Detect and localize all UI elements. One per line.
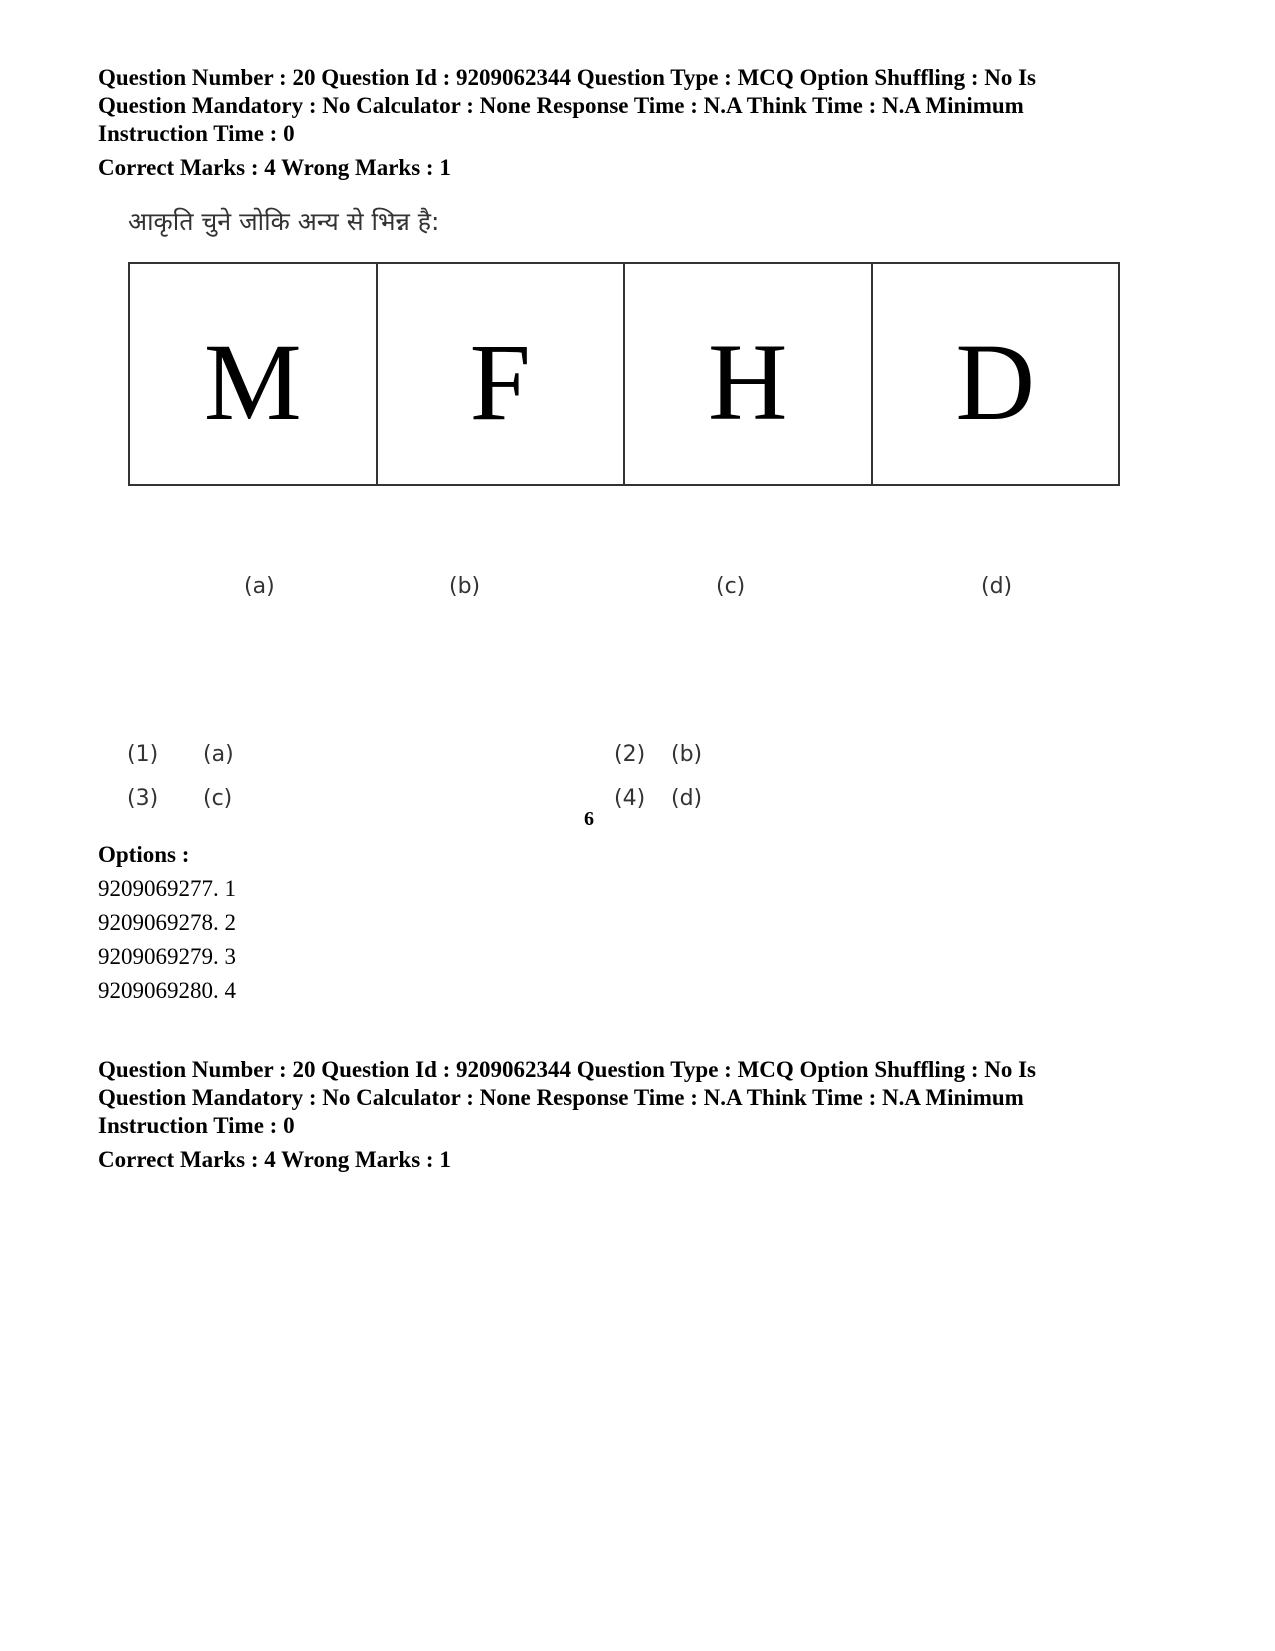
question-prompt: आकृति चुने जोकि अन्य से भिन्न है: [128,207,440,236]
figure-box-d [873,264,1119,484]
meta-line-2: Question Mandatory : No Calculator : None Response Time : N.A Think Time : N.A Minimum [98,1085,1024,1110]
answer-val-2: (b) [671,742,703,767]
figure-letter: H [708,321,788,443]
figure-box-a [130,264,378,484]
answer-val-3: (c) [203,786,233,811]
answer-num-2: (2) [614,742,646,767]
answer-val-4: (d) [671,786,703,811]
question-meta [98,64,1178,148]
figure-letter: D [955,321,1035,443]
figure-box-b [378,264,626,484]
figure-box-c [625,264,873,484]
marks-line: Correct Marks : 4 Wrong Marks : 1 [98,155,451,180]
option-1: 9209069277. 1 [98,876,236,901]
marks-line-2: Correct Marks : 4 Wrong Marks : 1 [98,1147,451,1172]
option-2: 9209069278. 2 [98,910,236,935]
figure-letter: M [203,321,302,443]
page-number: 6 [584,808,594,830]
answer-num-3: (3) [127,786,159,811]
figure-letter: F [469,321,531,443]
meta-line-3: Instruction Time : 0 [98,1113,295,1138]
meta-line-2: Question Mandatory : No Calculator : None Response Time : N.A Think Time : N.A Minimum [98,93,1024,118]
options-title: Options : [98,842,190,867]
figure-label-d: (d) [981,574,1013,599]
figure-label-a: (a) [244,574,275,599]
answer-val-1: (a) [203,742,234,767]
meta-line-3: Instruction Time : 0 [98,121,295,146]
option-4: 9209069280. 4 [98,978,236,1003]
question-meta-2 [98,1056,1178,1140]
figure-label-b: (b) [449,574,481,599]
option-3: 9209069279. 3 [98,944,236,969]
figure-row [128,262,1120,486]
answer-num-1: (1) [127,742,159,767]
answer-num-4: (4) [614,786,646,811]
figure-label-c: (c) [716,574,746,599]
meta-line-1: Question Number : 20 Question Id : 9209062344 Question Type : MCQ Option Shuffling : No Is [98,65,1037,90]
meta-line-1: Question Number : 20 Question Id : 9209062344 Question Type : MCQ Option Shuffling : No Is [98,1057,1037,1082]
